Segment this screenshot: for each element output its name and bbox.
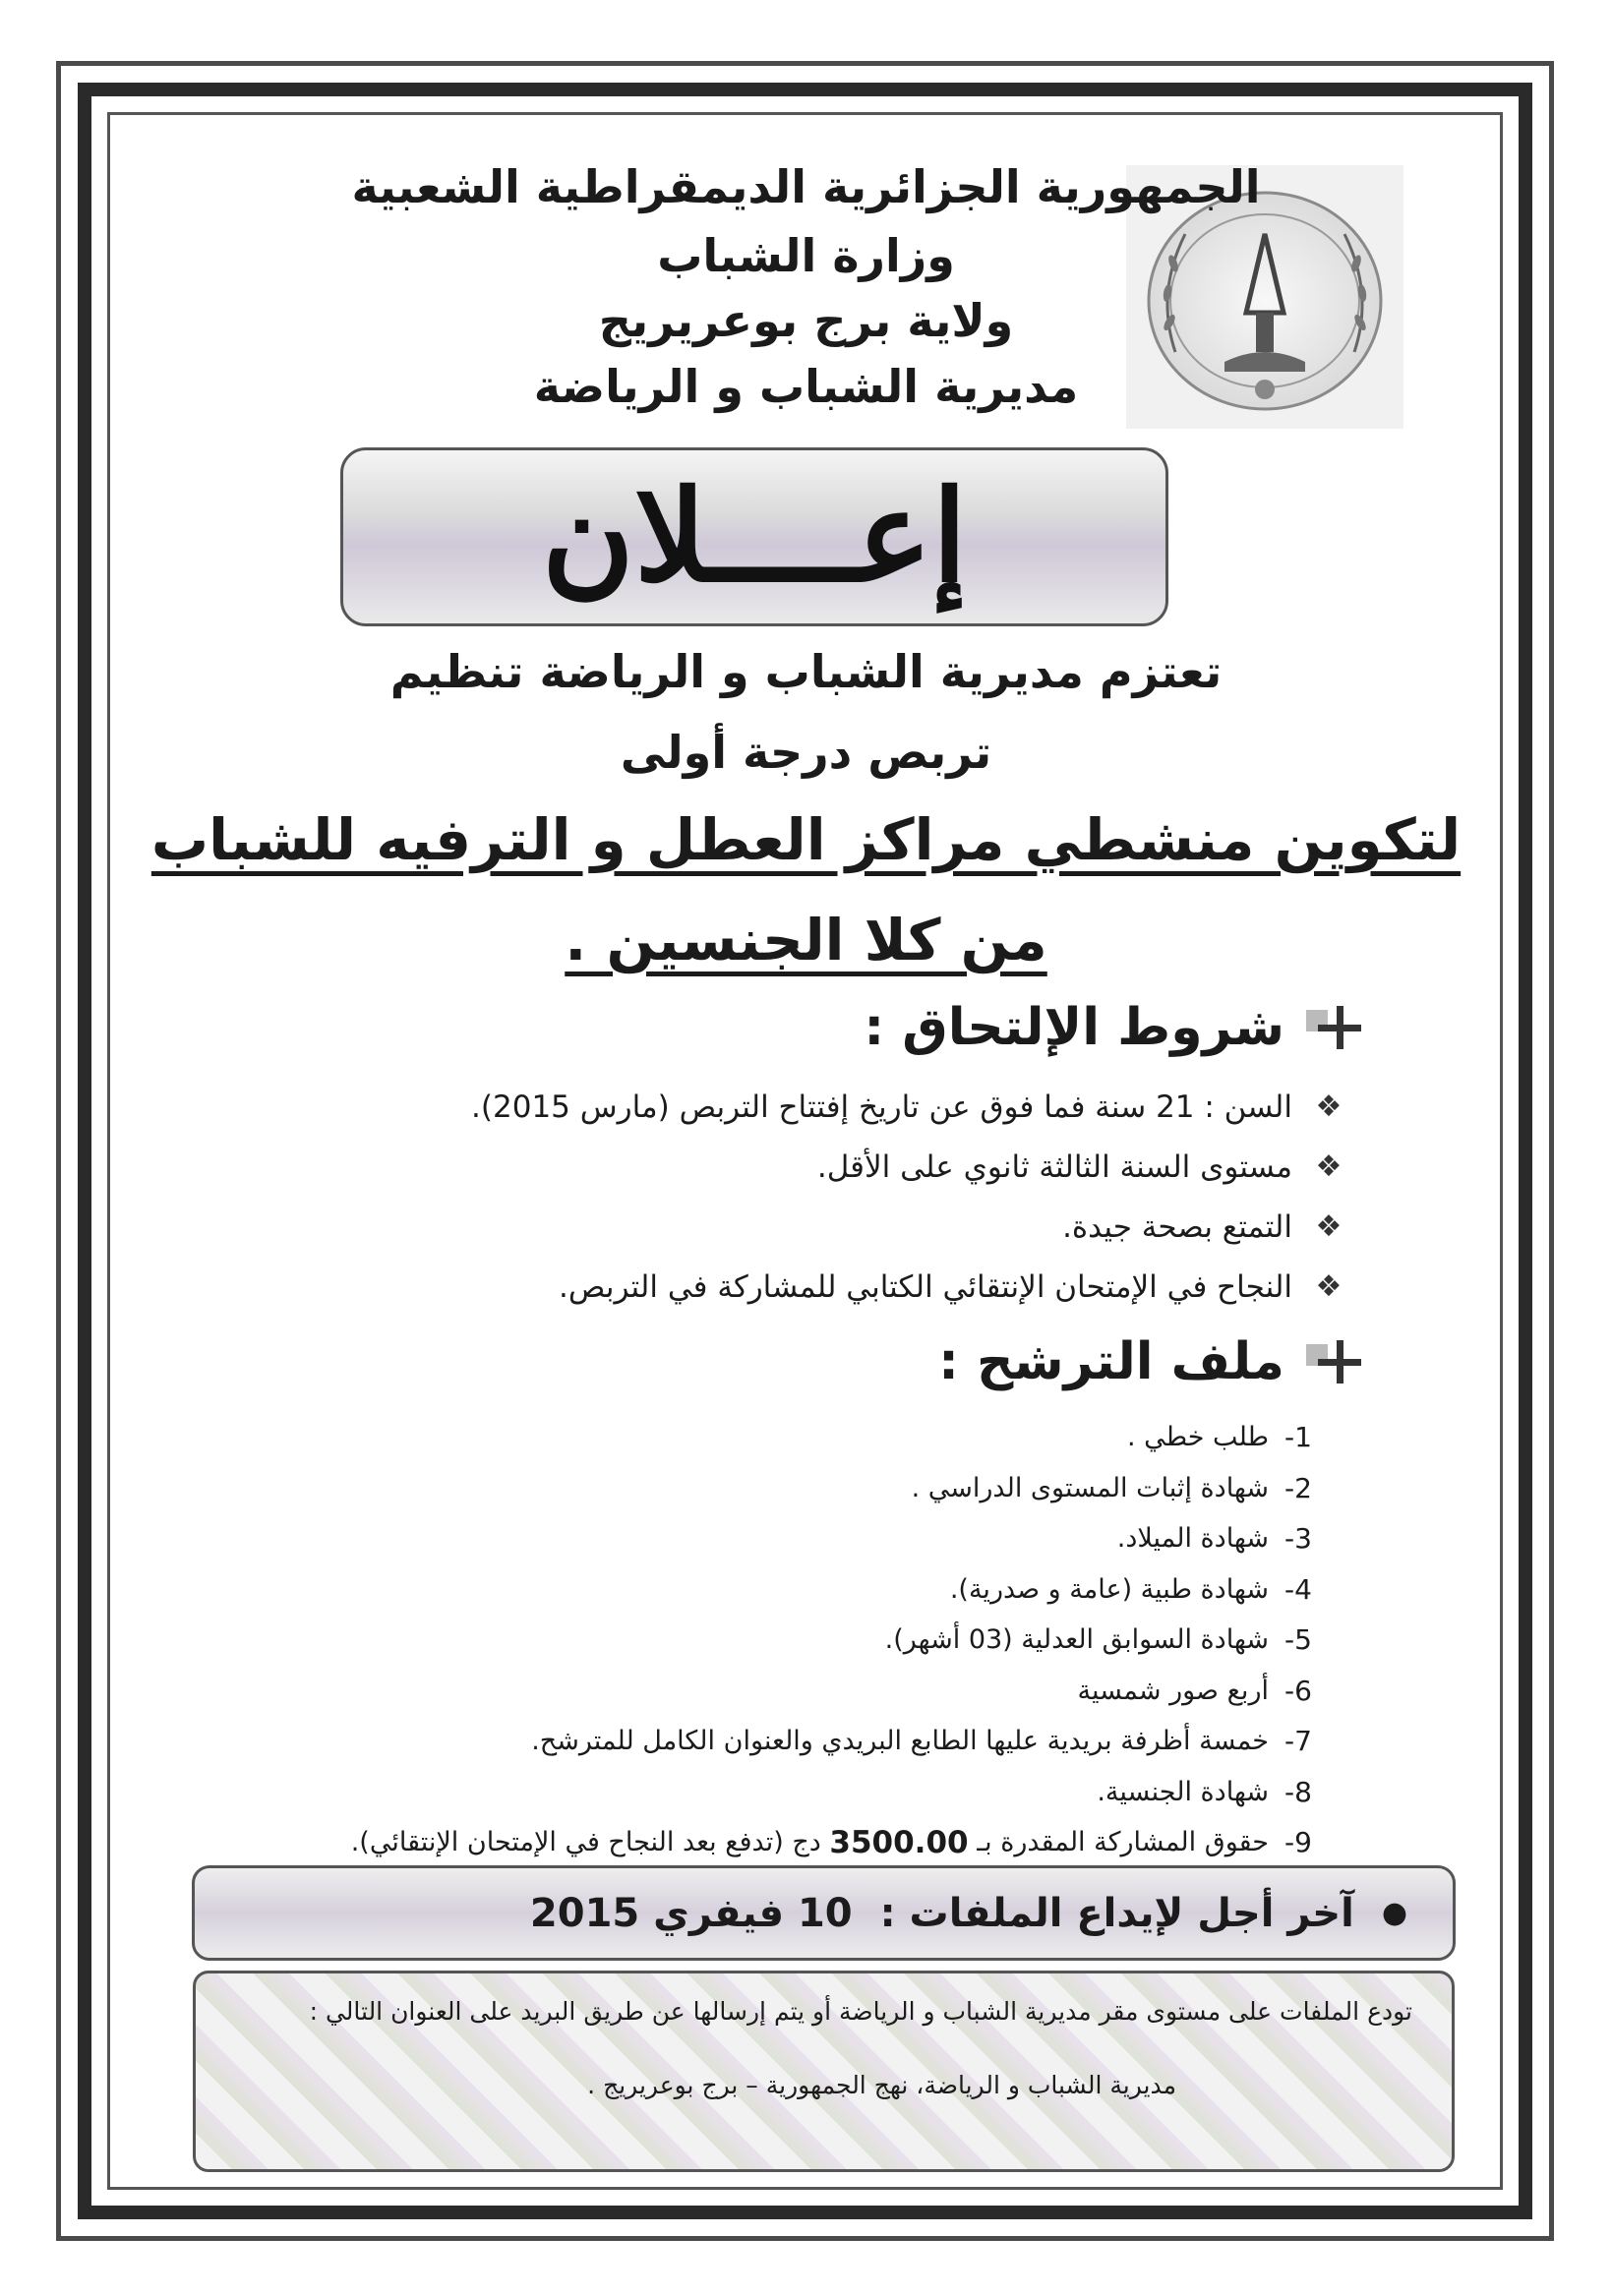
list-item: -7 خمسة أظرفة بريدية عليها الطابع البريدي والعنوان الكامل للمترشح. xyxy=(531,1725,1312,1758)
announcement-title: إعــــلان xyxy=(541,463,968,611)
deadline-date: 10 فيفري 2015 xyxy=(529,1890,853,1936)
address-box xyxy=(193,1971,1455,2172)
list-item: -2 شهادة إثبات المستوى الدراسي . xyxy=(911,1471,1312,1504)
diamond-bullet-icon: ❖ xyxy=(1315,1149,1343,1184)
header-directorate: مديرية الشباب و الرياضة xyxy=(533,360,1079,413)
conditions-list xyxy=(471,1077,1343,1317)
conditions-heading xyxy=(864,998,1361,1057)
bullet-icon: ● xyxy=(1381,1896,1407,1930)
list-item: ❖ السن : 21 سنة فما فوق عن تاريخ إفتتاح التربص (مارس 2015). xyxy=(471,1089,1343,1125)
diamond-bullet-icon: ❖ xyxy=(1315,1269,1343,1304)
list-item: -5 شهادة السوابق العدلية (03 أشهر). xyxy=(884,1623,1312,1657)
documents-heading xyxy=(938,1332,1361,1391)
address-line-1: تودع الملفات على مستوى مقر مديرية الشباب و الرياضة أو يتم إرسالها عن طريق البريد على العنوان التالي : xyxy=(309,1997,1412,2026)
intro-headline-1: لتكوين منشطي مراكز العطل و الترفيه للشباب xyxy=(150,806,1462,873)
header-ministry: وزارة الشباب xyxy=(657,229,955,282)
list-item: -8 شهادة الجنسية. xyxy=(1097,1775,1312,1808)
list-item: -6 أربع صور شمسية xyxy=(1077,1674,1312,1707)
plus-icon xyxy=(1318,1006,1361,1049)
intro-line-1: تعتزم مديرية الشباب و الرياضة تنظيم xyxy=(389,645,1223,698)
deadline-label: آخر أجل لإيداع الملفات : xyxy=(879,1890,1354,1936)
intro-line-2: تربص درجة أولى xyxy=(620,726,992,779)
documents-list xyxy=(351,1412,1340,1868)
diamond-bullet-icon: ❖ xyxy=(1315,1089,1343,1124)
announcement-title-box xyxy=(340,447,1168,626)
header-republic: الجمهورية الجزائرية الديمقراطية الشعبية xyxy=(351,160,1261,213)
list-item: ❖ النجاح في الإمتحان الإنتقائي الكتابي للمشاركة في التربص. xyxy=(558,1268,1343,1305)
list-item: -9 حقوق المشاركة المقدرة بـ 3500.00 دج (تدفع بعد النجاح في الإمتحان الإنتقائي). xyxy=(350,1824,1312,1860)
conditions-heading-text: شروط الإلتحاق : xyxy=(864,998,1284,1057)
list-item: ❖ مستوى السنة الثالثة ثانوي على الأقل. xyxy=(816,1148,1343,1185)
deadline-box xyxy=(192,1865,1456,1961)
diamond-bullet-icon: ❖ xyxy=(1315,1209,1343,1244)
address-line-2: مديرية الشباب و الرياضة، نهج الجمهورية – برج بوعريريج . xyxy=(587,2071,1176,2099)
documents-heading-text: ملف الترشح : xyxy=(938,1332,1284,1391)
list-item: -3 شهادة الميلاد. xyxy=(1116,1522,1312,1556)
header-wilaya: ولاية برج بوعريريج xyxy=(598,294,1014,347)
plus-icon xyxy=(1318,1340,1361,1383)
list-item: -4 شهادة طبية (عامة و صدرية). xyxy=(949,1572,1312,1606)
fee-amount: 3500.00 xyxy=(829,1824,969,1860)
intro-headline-2: من كلا الجنسين . xyxy=(565,907,1047,973)
list-item: -1 طلب خطي . xyxy=(1126,1421,1312,1454)
list-item: ❖ التمتع بصحة جيدة. xyxy=(1062,1208,1343,1245)
